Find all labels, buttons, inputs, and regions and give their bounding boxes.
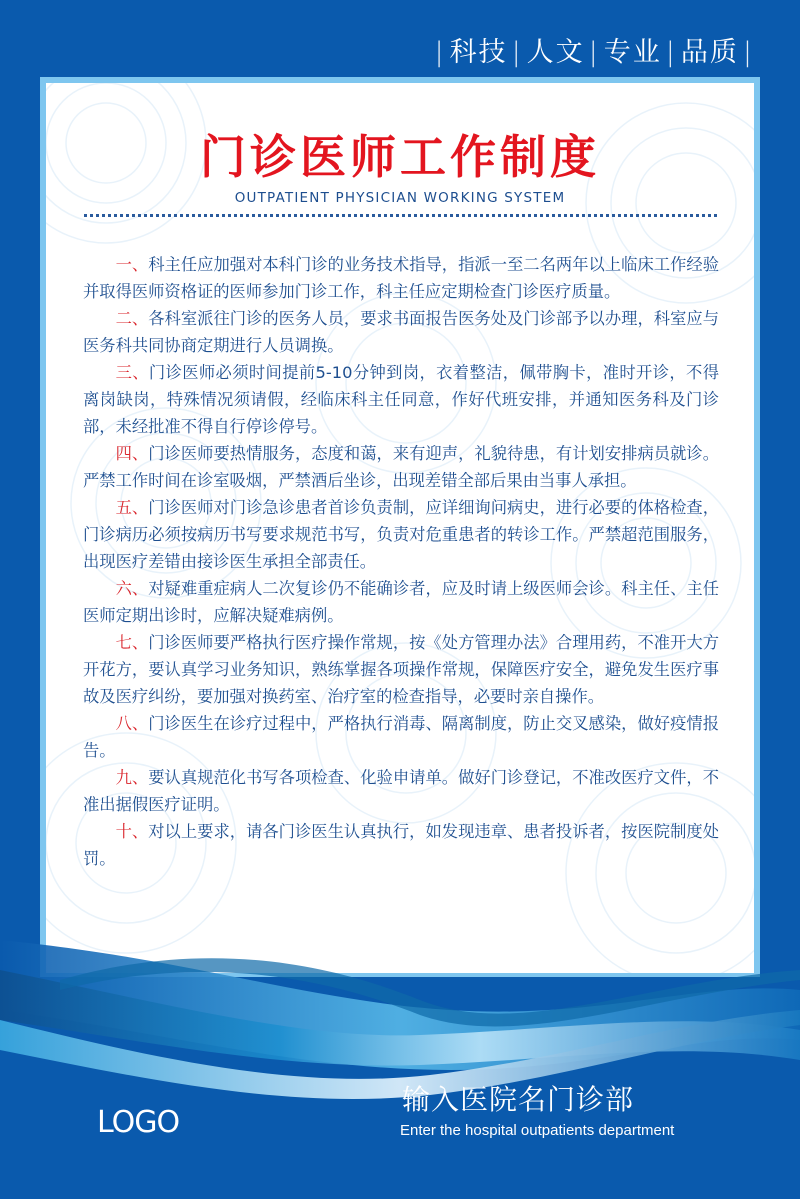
rule-number: 七、: [115, 633, 149, 652]
rule-number: 五、: [115, 498, 149, 517]
rule-number: 九、: [115, 768, 149, 787]
rule-item: [83, 764, 719, 818]
slogan-tech: 科技: [449, 37, 508, 68]
rule-number: 三、: [115, 363, 149, 382]
rule-item: [83, 710, 719, 764]
hospital-name-en: Enter the hospital outpatients department: [400, 1122, 675, 1139]
rule-text: 对以上要求，请各门诊医生认真执行，如发现违章、患者投诉者，按医院制度处罚。: [83, 822, 719, 868]
slogan-humanity: 人文: [526, 37, 585, 68]
rule-item: [83, 305, 719, 359]
slogan-bar: [430, 30, 758, 69]
separator: |: [588, 37, 600, 68]
page-subtitle: OUTPATIENT PHYSICIAN WORKING SYSTEM: [234, 190, 566, 206]
decorative-waves: [0, 920, 800, 1120]
rule-number: 一、: [115, 255, 149, 274]
rule-text: 对疑难重症病人二次复诊仍不能确诊者，应及时请上级医师会诊。科主任、主任医师定期出诊时，应解决疑难病例。: [83, 579, 719, 625]
rule-text: 门诊医师要热情服务，态度和蔼，来有迎声，礼貌待患，有计划安排病员就诊。严禁工作时间在诊室吸烟，严禁酒后坐诊，出现差错全部后果由当事人承担。: [83, 444, 719, 490]
rules-list: [83, 251, 719, 872]
separator: |: [742, 37, 754, 68]
logo: LOGO: [97, 1105, 180, 1140]
rule-item: [83, 629, 719, 710]
rule-item: [83, 575, 719, 629]
rule-item: [83, 440, 719, 494]
slogan-professional: 专业: [603, 37, 662, 68]
rule-item: [83, 359, 719, 440]
rule-number: 二、: [115, 309, 149, 328]
dotted-divider: [84, 214, 717, 217]
rule-item: [83, 818, 719, 872]
separator: |: [434, 37, 446, 68]
rule-text: 要认真规范化书写各项检查、化验申请单。做好门诊登记，不准改医疗文件，不准出据假医疗证明。: [83, 768, 719, 814]
separator: |: [665, 37, 677, 68]
rule-number: 四、: [115, 444, 149, 463]
rule-number: 八、: [115, 714, 149, 733]
rule-item: [83, 251, 719, 305]
rule-text: 门诊医师必须时间提前5-10分钟到岗，衣着整洁，佩带胸卡，准时开诊，不得离岗缺岗，特殊情况须请假，经临床科主任同意，作好代班安排，并通知医务科及门诊部，未经批准不得自行停诊停号。: [83, 363, 719, 436]
rule-text: 科主任应加强对本科门诊的业务技术指导，指派一至二名两年以上临床工作经验并取得医师资格证的医师参加门诊工作，科主任应定期检查门诊医疗质量。: [83, 255, 719, 301]
document-panel: [46, 83, 754, 973]
rule-text: 门诊医生在诊疗过程中，严格执行消毒、隔离制度，防止交叉感染，做好疫情报告。: [83, 714, 719, 760]
slogan-quality: 品质: [680, 37, 739, 68]
page-title: 门诊医师工作制度: [200, 130, 600, 184]
rule-item: [83, 494, 719, 575]
rule-number: 十、: [115, 822, 149, 841]
rule-number: 六、: [115, 579, 149, 598]
rule-text: 门诊医师对门诊急诊患者首诊负责制，应详细询问病史，进行必要的体格检查，门诊病历必须按病历书写要求规范书写，负责对危重患者的转诊工作。严禁超范围服务，出现医疗差错由接诊医生承担全部责任。: [83, 498, 719, 571]
rule-text: 门诊医师要严格执行医疗操作常规，按《处方管理办法》合理用药，不准开大方开花方，要认真学习业务知识，熟练掌握各项操作常规，保障医疗安全，避免发生医疗事故及医疗纠纷，要加强对换药室、治疗室的检查指导，必要时亲自操作。: [83, 633, 719, 706]
rule-text: 各科室派往门诊的医务人员，要求书面报告医务处及门诊部予以办理，科室应与医务科共同协商定期进行人员调换。: [83, 309, 719, 355]
separator: |: [511, 37, 523, 68]
hospital-name: 输入医院名门诊部: [402, 1083, 635, 1116]
